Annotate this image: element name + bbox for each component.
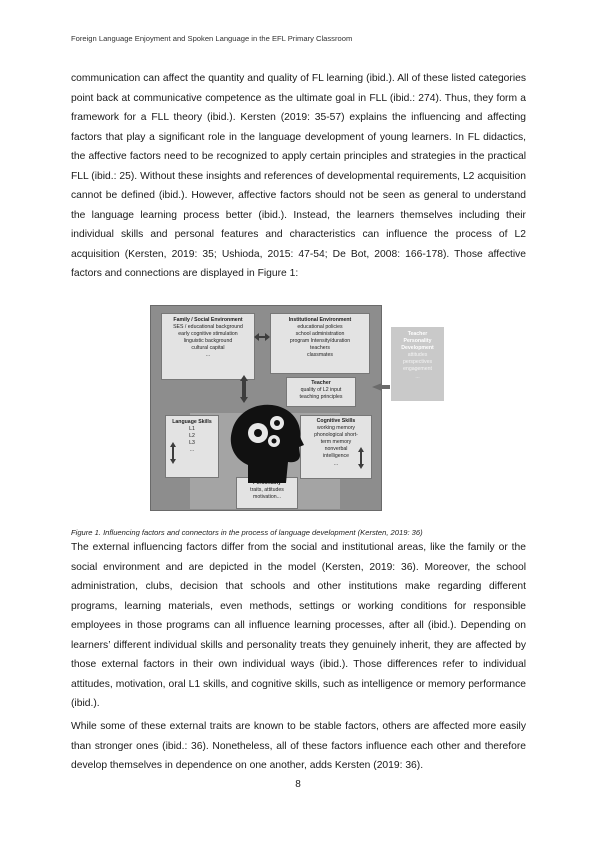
- head-silhouette-icon: [231, 405, 304, 483]
- personality-line: motivation...: [253, 494, 281, 501]
- teacher-title: Teacher: [311, 380, 331, 386]
- teacher-personality-line: engagement: [403, 366, 432, 373]
- teacher-personality-line: ...: [415, 373, 420, 380]
- institutional-line: classmates: [307, 352, 333, 359]
- language-line: ...: [189, 447, 195, 454]
- arrow-language-skills: [170, 442, 176, 464]
- figure-caption: Figure 1. Influencing factors and connectors in the process of language development (Kersten, 2019: 36): [71, 528, 423, 537]
- page-number: 8: [295, 779, 301, 790]
- teacher-line: teaching principles: [299, 394, 343, 401]
- cognitive-line: intelligence: [323, 453, 349, 460]
- cognitive-line: ...: [333, 460, 339, 467]
- family-line: ...: [205, 352, 211, 359]
- language-skills-title: Language Skills: [172, 419, 212, 425]
- teacher-personality-line: perspectives: [402, 359, 433, 366]
- family-line: early cognitive stimulation: [178, 331, 238, 338]
- family-line: cultural capital: [191, 345, 225, 352]
- figure-1-diagram: [150, 305, 448, 513]
- body-paragraph-3: While some of these external traits are known to be stable factors, others are affected more easily than stronger ones (ibid.: 36). Nonetheless, all of these factors influence each other and therefore develop themselves in dependence on one another, adds Kersten (2019: 36).: [71, 721, 526, 772]
- body-paragraph-1: communication can affect the quantity and quality of FL learning (ibid.). All of these listed categories point back at communicative competence as the ultimate goal in FLL (ibid.: 274). Thus, they form a framework for a FLL theory (ibid.). Kersten (2019: 35-57) explains the influencing and affecting factors that play a significant role in the language development of young learners. In FL didactics, the affective factors need to be recognized to apply certain principles and strategies in the practical FLL (ibid.: 25). Without these insights and references of developmental requirements, L2 acquisition cannot be defined (ibid.). However, affective factors should not be seen as general to understand the language learning process better (ibid.). Instead, the learners themselves including their individual skills and personal features and characteristics can influence the process of L2 acquisition (Kersten, 2019: 35; Ushioda, 2015: 47-54; De Bot, 2008: 166-178). Those affective factors and connections are displayed in Figure 1:: [71, 73, 526, 280]
- arrow-family-vertical: [240, 375, 248, 403]
- language-line: L3: [189, 440, 195, 447]
- institutional-line: program Intensity/duration: [289, 338, 351, 345]
- arrow-to-teacher-personality: [372, 383, 390, 391]
- arrow-cognitive-skills: [358, 447, 364, 469]
- teacher-personality-title: Personality: [403, 338, 432, 345]
- cognitive-line: term memory: [320, 439, 352, 446]
- arrow-family-institution: [254, 333, 270, 341]
- cognitive-skills-title: Cognitive Skills: [316, 418, 356, 424]
- institutional-line: educational policies: [297, 324, 343, 331]
- language-line: L2: [189, 433, 195, 440]
- institutional-title: Institutional Environment: [288, 317, 352, 323]
- teacher-line: quality of L2 input: [300, 387, 342, 394]
- institutional-line: school administration: [295, 331, 345, 338]
- cognitive-line: nonverbal: [324, 446, 348, 453]
- cognitive-line: working memory: [316, 425, 356, 432]
- teacher-personality-title: Development: [401, 345, 434, 352]
- language-line: L1: [189, 426, 195, 433]
- teacher-personality-title: Teacher: [407, 331, 428, 337]
- family-line: linguistic background: [183, 338, 233, 345]
- institutional-line: teachers: [310, 345, 330, 352]
- body-paragraph-2: The external influencing factors differ from the social and institutional areas, like the family or the social environment and are depicted in the model (Kersten, 2019: 36). Moreover, the school administration, clubs, decision that schools and other institutions make regarding different programs, learning materials, even methods, settings or working conditions for responsible employees in those programs can all influence learning processes, after all (ibid.). Depending on learners’ different individual skills and personality treats they genuinely inherit, they are affected by those external factors in their own individual ways (ibid.). Those differences refer to individual attitudes, motivation, oral L1 skills, and cognitive skills, such as intelligence or memory performance (ibid.).: [71, 542, 526, 710]
- personality-line: traits, attitudes: [250, 487, 284, 494]
- family-line: SES / educational background: [173, 324, 243, 331]
- running-header: Foreign Language Enjoyment and Spoken Language in the EFL Primary Classroom: [71, 34, 353, 43]
- family-title: Family / Social Environment: [173, 317, 243, 323]
- teacher-personality-line: attitudes: [407, 352, 428, 359]
- diagram-connectors: [150, 305, 448, 513]
- cognitive-line: phonological short-: [314, 432, 358, 439]
